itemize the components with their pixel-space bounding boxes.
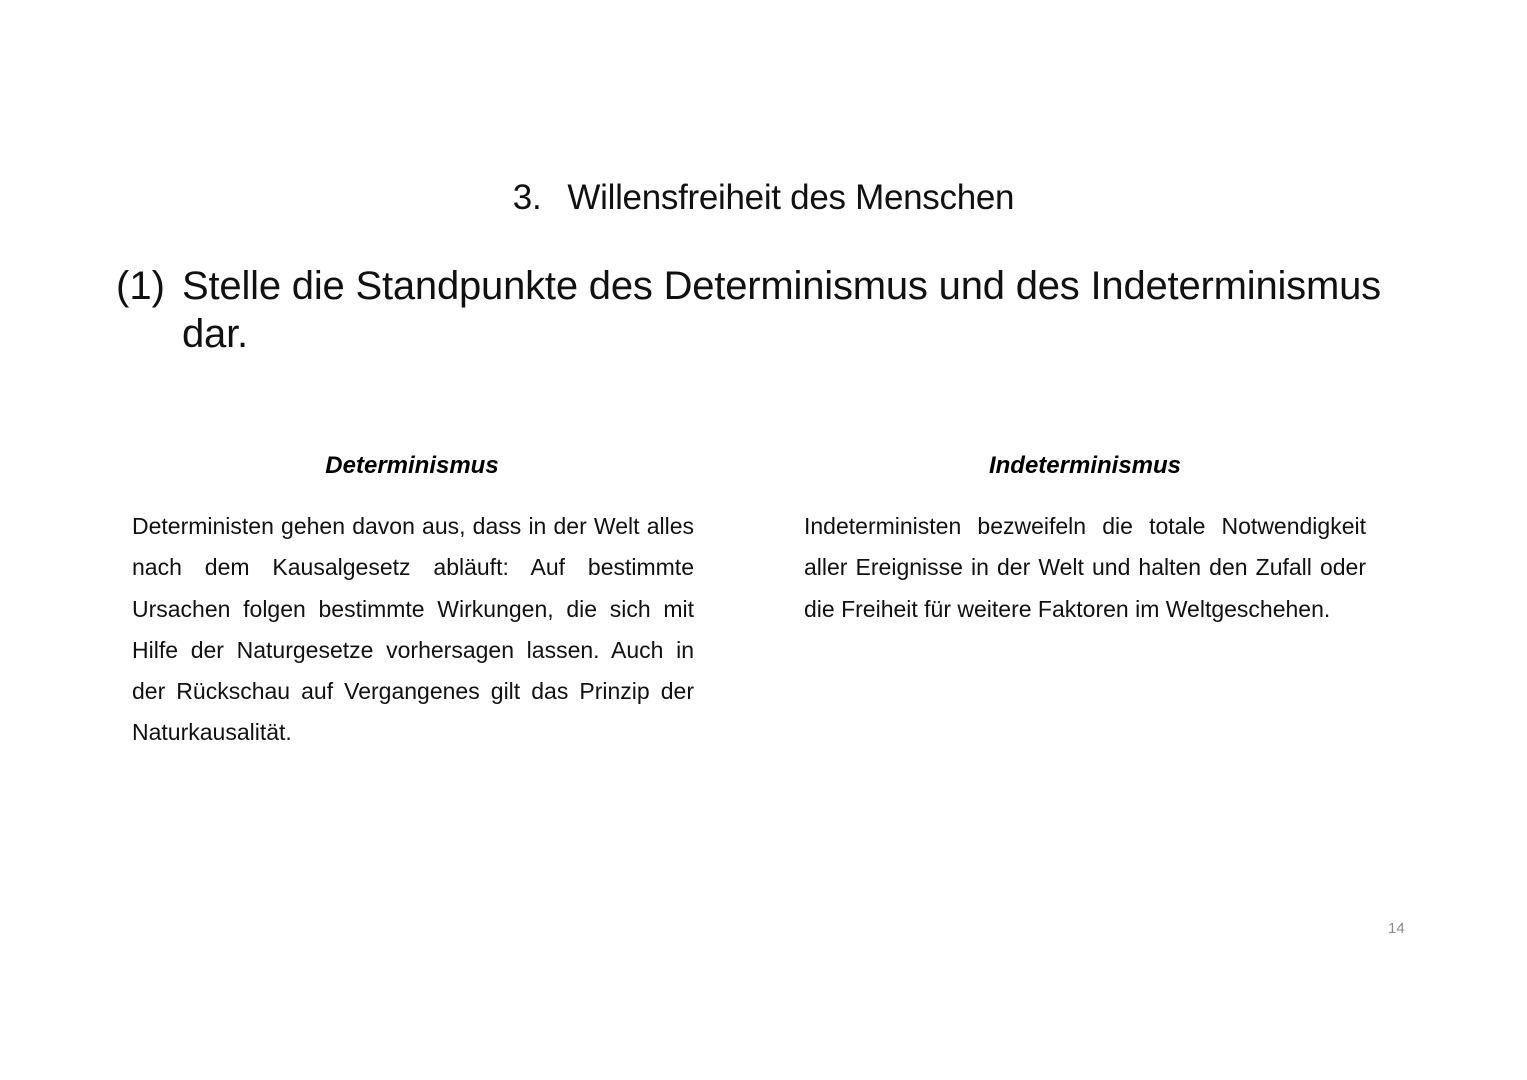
indeterminism-text: Indeterministen bezweifeln die totale Notwendigkeit aller Ereignisse in der Welt und halten den Zufall oder die Freiheit für weitere Faktoren im Weltgeschehen. <box>804 513 1366 622</box>
page-number: 14 <box>1388 920 1405 937</box>
section-number: 3. <box>512 178 542 217</box>
task-prompt <box>116 262 1436 358</box>
determinism-column <box>132 448 694 754</box>
section-title <box>0 178 1527 218</box>
task-number: (1) <box>116 264 165 308</box>
determinism-text: Deterministen gehen davon aus, dass in der Welt alles nach dem Kausalgesetz abläuft: Auf bestimmte Ursachen folgen bestimmte Wirkungen, die sich mit Hilfe der Naturgesetze vorhersagen lassen. Auch in der Rückschau auf Vergangenes gilt das Prinzip der Naturkausalität. <box>132 513 694 746</box>
determinism-heading: Determinismus <box>325 452 499 479</box>
indeterminism-column <box>804 448 1366 630</box>
indeterminism-heading: Indeterminismus <box>988 452 1182 479</box>
section-title-text: Willensfreiheit des Menschen <box>567 178 1015 217</box>
task-text: Stelle die Standpunkte des Determinismus und des Indeterminismus dar. <box>182 264 1381 356</box>
